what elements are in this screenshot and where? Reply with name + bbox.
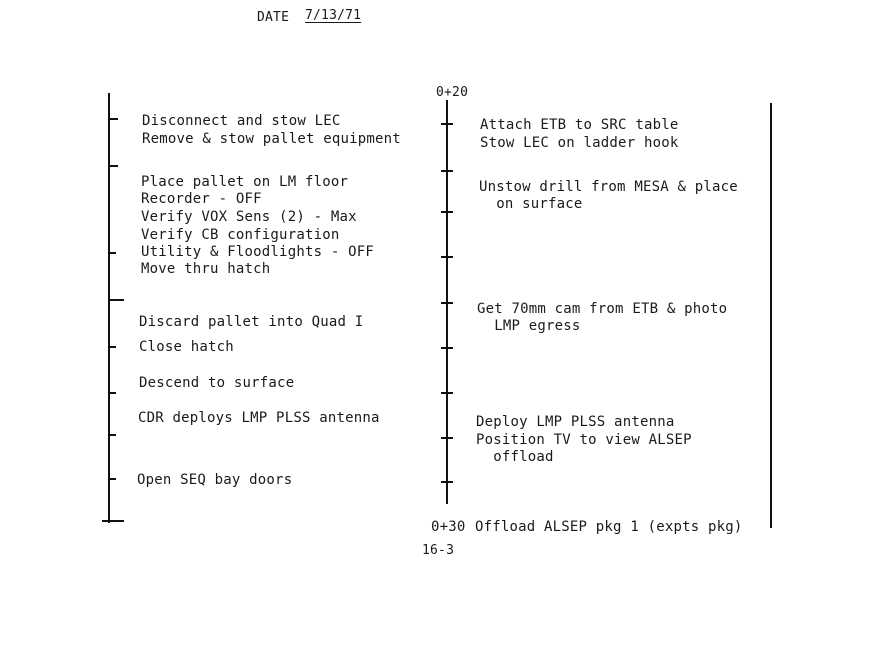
task-line: Move thru hatch bbox=[141, 261, 271, 277]
task-line: Verify CB configuration bbox=[141, 227, 340, 243]
task-line: Position TV to view ALSEP bbox=[476, 432, 692, 448]
task-line: Recorder - OFF bbox=[141, 191, 262, 207]
left-tick bbox=[108, 299, 124, 301]
page-number: 16-3 bbox=[422, 543, 455, 558]
task-line: Attach ETB to SRC table bbox=[480, 117, 679, 133]
task-line: Deploy LMP PLSS antenna bbox=[476, 414, 675, 430]
cdr-task-4: Close hatch bbox=[139, 339, 234, 355]
left-tick bbox=[108, 165, 118, 167]
center-tick bbox=[441, 123, 453, 125]
end-task: Offload ALSEP pkg 1 (expts pkg) bbox=[475, 519, 743, 535]
task-line: Verify VOX Sens (2) - Max bbox=[141, 209, 357, 225]
center-tick bbox=[441, 347, 453, 349]
center-tick bbox=[441, 437, 453, 439]
left-tick bbox=[108, 346, 116, 348]
center-tick bbox=[441, 481, 453, 483]
task-line: Remove & stow pallet equipment bbox=[142, 131, 401, 147]
left-timeline bbox=[108, 93, 110, 523]
task-line: offload bbox=[476, 449, 554, 465]
left-tick bbox=[108, 434, 116, 436]
center-tick bbox=[441, 170, 453, 172]
task-line: Place pallet on LM floor bbox=[141, 174, 349, 190]
start-time: 0+20 bbox=[436, 85, 469, 100]
left-tick bbox=[108, 392, 116, 394]
task-line: LMP egress bbox=[477, 318, 581, 334]
task-line: Stow LEC on ladder hook bbox=[480, 135, 679, 151]
cdr-task-7: Open SEQ bay doors bbox=[137, 472, 293, 488]
left-tick bbox=[108, 252, 116, 254]
cdr-task-3: Discard pallet into Quad I bbox=[139, 314, 364, 330]
task-line: Unstow drill from MESA & place bbox=[479, 179, 738, 195]
task-line: Get 70mm cam from ETB & photo bbox=[477, 301, 728, 317]
end-time: 0+30 bbox=[431, 519, 466, 535]
center-tick bbox=[441, 256, 453, 258]
cdr-task-6: CDR deploys LMP PLSS antenna bbox=[138, 410, 380, 426]
task-line: on surface bbox=[479, 196, 583, 212]
center-tick bbox=[441, 211, 453, 213]
left-tick bbox=[108, 118, 118, 120]
date-value: 7/13/71 bbox=[305, 8, 362, 23]
center-tick bbox=[441, 302, 453, 304]
cdr-task-5: Descend to surface bbox=[139, 375, 295, 391]
date-label: DATE bbox=[257, 10, 290, 25]
right-timeline bbox=[770, 103, 772, 528]
center-tick bbox=[441, 392, 453, 394]
left-tick bbox=[108, 478, 116, 480]
task-line: Disconnect and stow LEC bbox=[142, 113, 341, 129]
left-tick bbox=[102, 520, 124, 522]
task-line: Utility & Floodlights - OFF bbox=[141, 244, 374, 260]
